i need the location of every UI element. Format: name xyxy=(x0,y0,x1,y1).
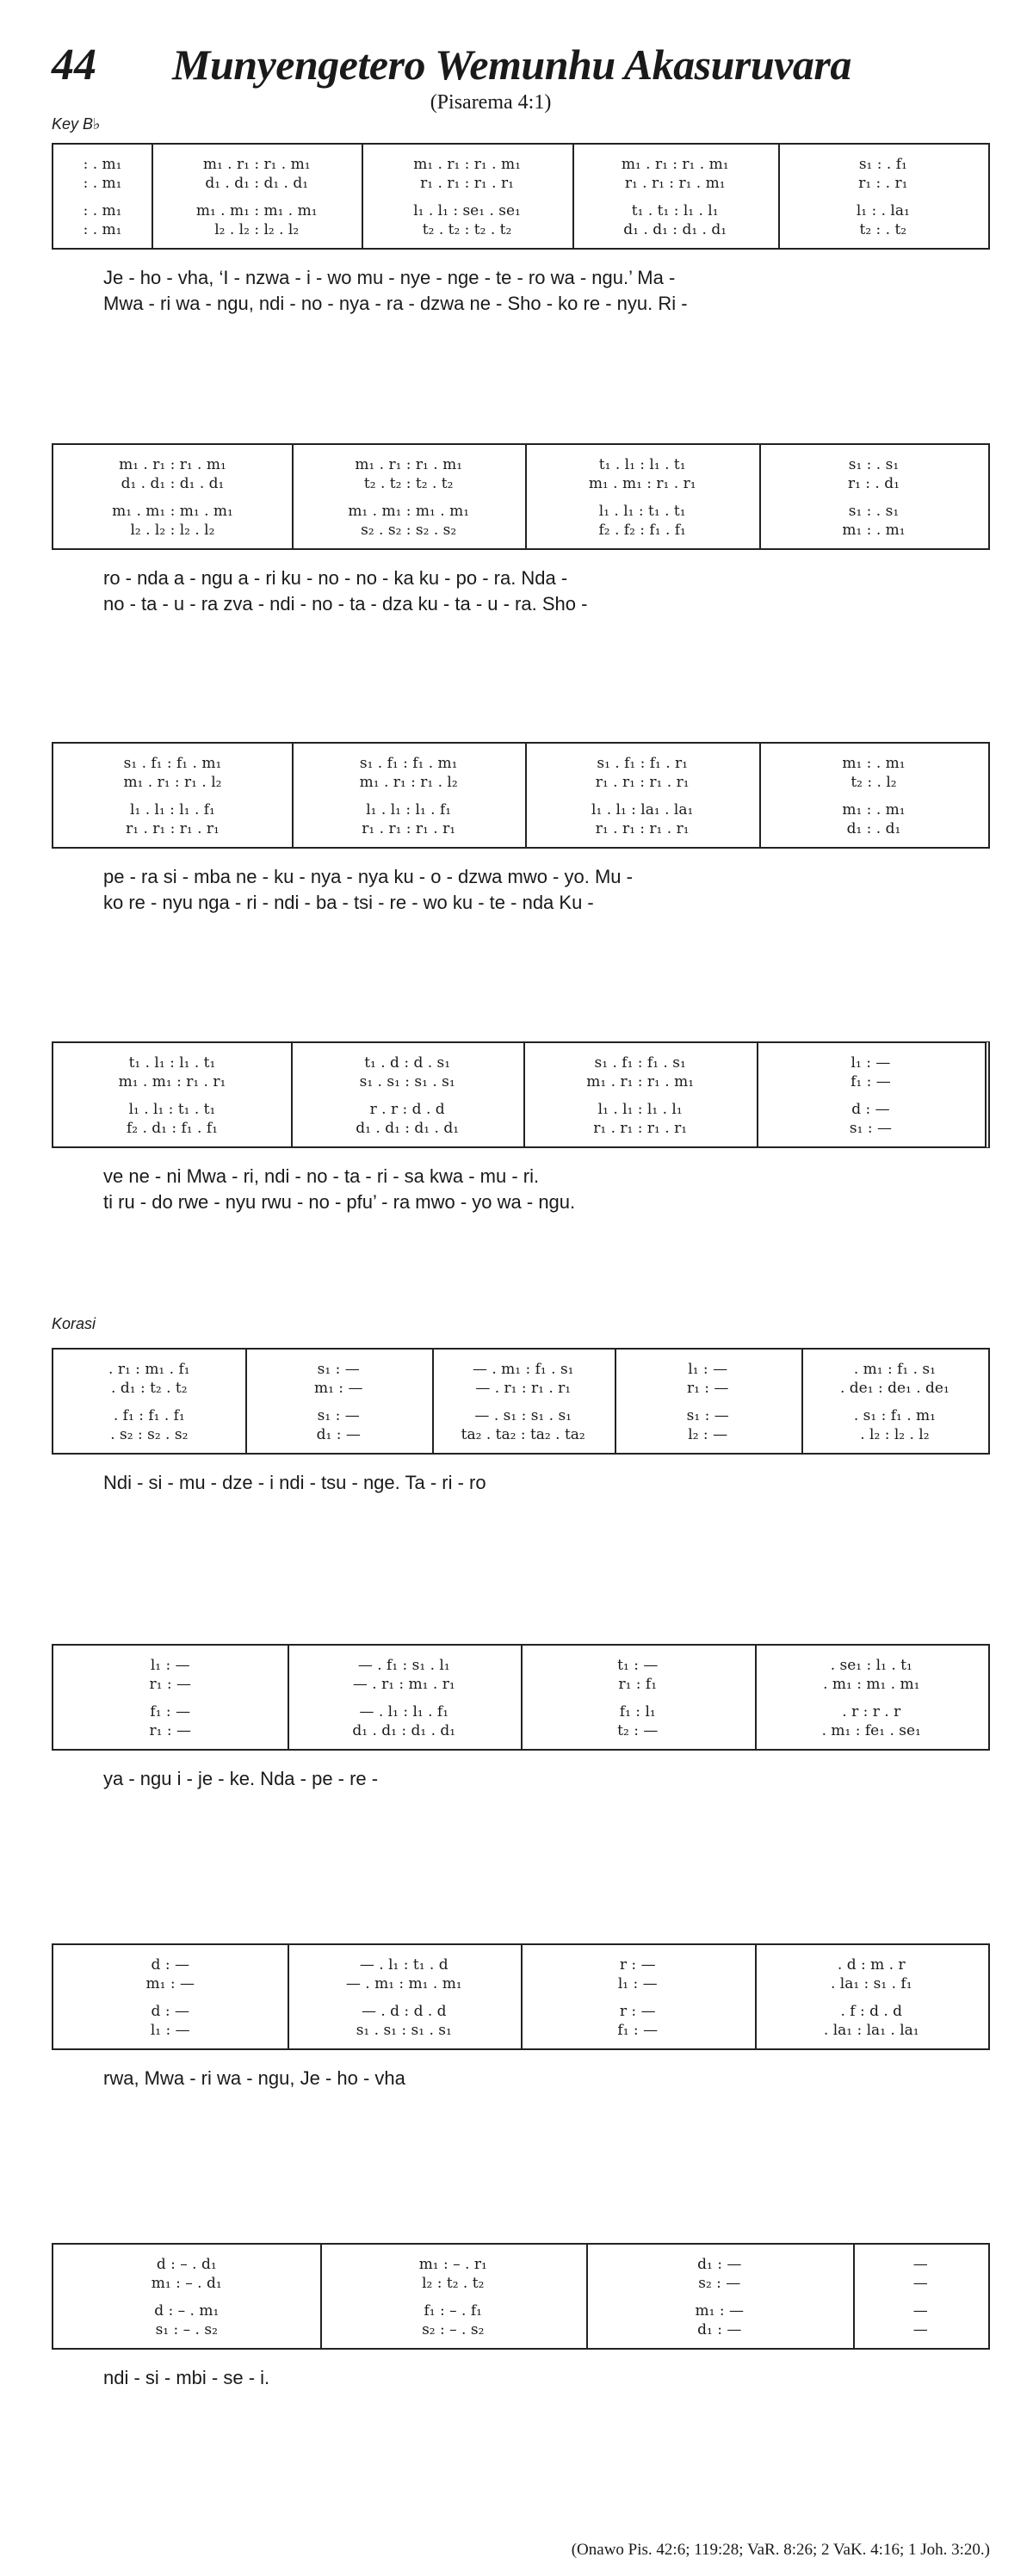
voice-row: l₂ : — xyxy=(688,1426,728,1443)
voice-row: m₁ : . m₁ xyxy=(842,522,906,539)
measure xyxy=(586,2245,853,2348)
voice-row: f₁ : l₁ xyxy=(619,1703,656,1720)
voice-row: s₁ : — xyxy=(317,1361,360,1378)
voice-row: d : – . m₁ xyxy=(154,2302,220,2320)
voice-row: m₁ . m₁ : r₁ . r₁ xyxy=(588,475,696,492)
voice-row: l₂ . l₂ : l₂ . l₂ xyxy=(130,522,215,539)
voice-row: s₂ : — xyxy=(698,2275,741,2292)
measure xyxy=(320,2245,587,2348)
voice-row: l₁ : . la₁ xyxy=(856,202,910,219)
voice-row: m₁ . r₁ : r₁ . l₂ xyxy=(359,774,458,791)
lyric-line: ko re - nyu nga - ri - ndi - ba - tsi - re - wo ku - te - nda Ku - xyxy=(103,892,594,913)
lyric-line: Mwa - ri wa - ngu, ndi - no - nya - ra - dzwa ne - Sho - ko re - nyu. Ri - xyxy=(103,293,688,314)
measure xyxy=(801,1350,988,1453)
key-signature-label: Key B♭ xyxy=(52,115,101,133)
lyric-line: Je - ho - vha, ‘I - nzwa - i - wo mu - nye - nge - te - ro wa - ngu.’ Ma - xyxy=(103,267,676,288)
voice-row: t₂ : — xyxy=(617,1722,659,1739)
voice-row: f₁ : — xyxy=(150,1703,191,1720)
voice-row: . de₁ : de₁ . de₁ xyxy=(839,1380,949,1397)
voice-row: r₁ : — xyxy=(686,1380,729,1397)
voice-row: : . m₁ xyxy=(83,221,122,238)
voice-row: t₂ : . l₂ xyxy=(851,774,897,791)
music-system-7 xyxy=(52,1943,990,2091)
voice-row: f₁ : — xyxy=(851,1073,891,1090)
voice-row: — . r₁ : m₁ . r₁ xyxy=(352,1676,455,1693)
solfa-staff xyxy=(52,1348,990,1455)
voice-row: . d₁ : t₂ . t₂ xyxy=(111,1380,188,1397)
music-system-4 xyxy=(52,1041,990,1215)
voice-row: — . s₁ : s₁ . s₁ xyxy=(474,1407,572,1424)
voice-row: t₂ . t₂ : t₂ . t₂ xyxy=(363,475,454,492)
lyric-line: rwa, Mwa - ri wa - ngu, Je - ho - vha xyxy=(103,2067,405,2089)
music-system-2 xyxy=(52,443,990,617)
solfa-staff xyxy=(52,2243,990,2350)
lyric-line: ve ne - ni Mwa - ri, ndi - no - ta - ri - sa kwa - mu - ri. xyxy=(103,1165,540,1187)
voice-row: f₂ . d₁ : f₁ . f₁ xyxy=(126,1120,218,1137)
voice-row: : . m₁ xyxy=(83,202,122,219)
voice-row: d₁ : — xyxy=(697,2256,742,2273)
song-title: Munyengetero Wemunhu Akasuruvara xyxy=(172,40,851,89)
lyrics-block xyxy=(52,864,990,916)
voice-row: l₁ . l₁ : se₁ . se₁ xyxy=(413,202,521,219)
voice-row: ta₂ . ta₂ : ta₂ . ta₂ xyxy=(461,1426,585,1443)
lyric-line: ro - nda a - ngu a - ri ku - no - no - ka ku - po - ra. Nda - xyxy=(103,567,568,589)
voice-row: m₁ : – . d₁ xyxy=(151,2275,222,2292)
lyrics-block xyxy=(52,265,990,317)
voice-row: l₁ : — xyxy=(150,2022,190,2039)
voice-row: . d : m . r xyxy=(837,1956,906,1974)
solfa-staff xyxy=(52,143,990,250)
solfa-staff xyxy=(52,443,990,550)
voice-row: r₁ . r₁ : r₁ . r₁ xyxy=(593,1120,688,1137)
voice-row: r₁ . r₁ : r₁ . r₁ xyxy=(595,774,690,791)
chorus-label: Korasi xyxy=(52,1315,96,1332)
measure xyxy=(755,1646,989,1749)
voice-row: t₁ . d : d . s₁ xyxy=(364,1054,451,1072)
measure xyxy=(245,1350,432,1453)
voice-row: r₁ : . d₁ xyxy=(847,475,900,492)
voice-row: t₁ : — xyxy=(617,1657,659,1674)
lyric-line: ndi - si - mbi - se - i. xyxy=(103,2367,270,2388)
voice-row: s₁ . s₁ : s₁ . s₁ xyxy=(359,1073,455,1090)
voice-row: t₂ : . t₂ xyxy=(859,221,907,238)
music-system-3 xyxy=(52,742,990,916)
voice-row: r₁ . r₁ : r₁ . r₁ xyxy=(126,820,220,837)
lyrics-block xyxy=(52,2066,990,2091)
voice-row: s₁ : . s₁ xyxy=(848,503,900,520)
measure xyxy=(525,744,759,847)
measure xyxy=(53,145,152,248)
lyric-line: no - ta - u - ra zva - ndi - no - ta - dza ku - ta - u - ra. Sho - xyxy=(103,593,588,615)
voice-row: s₁ . f₁ : f₁ . m₁ xyxy=(123,755,222,772)
measure xyxy=(759,445,988,548)
measure xyxy=(53,445,292,548)
voice-row: t₂ . t₂ : t₂ . t₂ xyxy=(422,221,512,238)
voice-row: r₁ . r₁ : r₁ . r₁ xyxy=(595,820,690,837)
voice-row: d₁ . d₁ : d₁ . d₁ xyxy=(356,1120,460,1137)
lyrics-block xyxy=(52,2365,990,2391)
voice-row: r₁ : f₁ xyxy=(618,1676,658,1693)
voice-row: l₁ : — xyxy=(617,1975,658,1992)
voice-row: f₁ : – . f₁ xyxy=(424,2302,482,2320)
measure xyxy=(53,744,292,847)
voice-row: r₁ : . r₁ xyxy=(858,175,908,192)
music-system-8 xyxy=(52,2243,990,2391)
voice-row: t₁ . l₁ : l₁ . t₁ xyxy=(598,456,686,473)
measure xyxy=(53,2245,320,2348)
voice-row: d : — xyxy=(151,2003,189,2020)
measure xyxy=(53,1646,288,1749)
voice-row: . s₂ : s₂ . s₂ xyxy=(110,1426,189,1443)
voice-row: d₁ . d₁ : d₁ . d₁ xyxy=(121,475,225,492)
voice-row: s₁ : . s₁ xyxy=(848,456,900,473)
voice-row: t₁ . t₁ : l₁ . l₁ xyxy=(631,202,719,219)
measure xyxy=(853,2245,988,2348)
measure xyxy=(53,1350,245,1453)
voice-row: l₁ . l₁ : l₁ . l₁ xyxy=(597,1101,683,1118)
voice-row: d₁ : — xyxy=(697,2321,742,2338)
voice-row: r₁ . r₁ : r₁ . r₁ xyxy=(420,175,514,192)
voice-row: d : — xyxy=(151,1956,189,1974)
voice-row: m₁ : . m₁ xyxy=(842,755,906,772)
measure xyxy=(523,1043,757,1146)
lyric-line: ti ru - do rwe - nyu rwu - no - pfu’ - ra mwo - yo wa - ngu. xyxy=(103,1191,576,1213)
lyric-line: pe - ra si - mba ne - ku - nya - nya ku - o - dzwa mwo - yo. Mu - xyxy=(103,866,633,887)
voice-row: — . d : d . d xyxy=(361,2003,447,2020)
voice-row: l₁ : — xyxy=(851,1054,891,1072)
voice-row: m₁ : — xyxy=(695,2302,744,2320)
measure xyxy=(521,1646,755,1749)
voice-row: f₂ . f₂ : f₁ . f₁ xyxy=(598,522,686,539)
solfa-staff xyxy=(52,1943,990,2050)
measure xyxy=(362,145,572,248)
solfa-staff xyxy=(52,742,990,849)
voice-row: f₁ : — xyxy=(617,2022,659,2039)
voice-row: d₁ . d₁ : d₁ . d₁ xyxy=(205,175,309,192)
voice-row: m₁ . r₁ : r₁ . m₁ xyxy=(586,1073,695,1090)
measure xyxy=(525,445,759,548)
voice-row: m₁ . m₁ : m₁ . m₁ xyxy=(112,503,233,520)
voice-row: d₁ : . d₁ xyxy=(846,820,901,837)
voice-row: m₁ . r₁ : r₁ . m₁ xyxy=(355,456,463,473)
measure xyxy=(53,1043,291,1146)
voice-row: l₁ . l₁ : l₁ . f₁ xyxy=(130,801,215,819)
voice-row: m₁ . r₁ : r₁ . m₁ xyxy=(621,156,729,173)
voice-row: r . r : d . d xyxy=(369,1101,445,1118)
measure xyxy=(615,1350,801,1453)
voice-row: d₁ . d₁ : d₁ . d₁ xyxy=(623,221,727,238)
voice-row: m₁ . m₁ : m₁ . m₁ xyxy=(348,503,470,520)
voice-row: — . r₁ : r₁ . r₁ xyxy=(475,1380,572,1397)
voice-row: s₁ : — xyxy=(849,1120,892,1137)
voice-row: m₁ : – . r₁ xyxy=(418,2256,487,2273)
song-header xyxy=(52,40,990,126)
voice-row: t₁ . l₁ : l₁ . t₁ xyxy=(128,1054,216,1072)
lyrics-block xyxy=(52,1470,990,1496)
voice-row: r₁ : — xyxy=(149,1722,191,1739)
measure xyxy=(572,145,778,248)
voice-row: m₁ . r₁ : r₁ . m₁ xyxy=(119,456,226,473)
voice-row: m₁ . r₁ : r₁ . l₂ xyxy=(123,774,222,791)
voice-row: s₁ . s₁ : s₁ . s₁ xyxy=(356,2022,452,2039)
measure xyxy=(288,1646,522,1749)
voice-row: . s₁ : f₁ . m₁ xyxy=(853,1407,936,1424)
voice-row: r₁ . r₁ : r₁ . m₁ xyxy=(624,175,726,192)
voice-row: — xyxy=(912,2275,928,2292)
voice-row: d₁ : — xyxy=(316,1426,361,1443)
voice-row: d : — xyxy=(851,1101,890,1118)
measure xyxy=(778,145,988,248)
voice-row: : . m₁ xyxy=(83,156,122,173)
voice-row: l₂ . l₂ : l₂ . l₂ xyxy=(214,221,300,238)
measure xyxy=(759,744,988,847)
lyrics-block xyxy=(52,1766,990,1792)
voice-row: — . l₁ : t₁ . d xyxy=(359,1956,448,1974)
voice-row: l₂ : t₂ . t₂ xyxy=(422,2275,485,2292)
lyrics-block xyxy=(52,565,990,617)
voice-row: s₁ . f₁ : f₁ . r₁ xyxy=(597,755,688,772)
voice-row: m₁ : — xyxy=(145,1975,195,1992)
voice-row: r : — xyxy=(619,1956,656,1974)
voice-row: s₁ : — xyxy=(317,1407,360,1424)
voice-row: l₁ . l₁ : t₁ . t₁ xyxy=(598,503,686,520)
voice-row: l₁ . l₁ : la₁ . la₁ xyxy=(591,801,694,819)
voice-row: d₁ . d₁ : d₁ . d₁ xyxy=(352,1722,456,1739)
voice-row: l₁ . l₁ : t₁ . t₁ xyxy=(128,1101,216,1118)
voice-row: l₁ : — xyxy=(688,1361,728,1378)
voice-row: — xyxy=(912,2256,928,2273)
voice-row: . la₁ : s₁ . f₁ xyxy=(830,1975,912,1992)
lyric-line: Ndi - si - mu - dze - i ndi - tsu - nge. Ta - ri - ro xyxy=(103,1472,486,1493)
voice-row: m₁ . m₁ : m₁ . m₁ xyxy=(195,202,318,219)
voice-row: l₁ . l₁ : l₁ . f₁ xyxy=(366,801,452,819)
voice-row: m₁ : — xyxy=(313,1380,363,1397)
voice-row: . se₁ : l₁ . t₁ xyxy=(830,1657,912,1674)
measure xyxy=(288,1945,522,2048)
voice-row: m₁ . r₁ : r₁ . m₁ xyxy=(202,156,311,173)
voice-row: l₁ : — xyxy=(150,1657,190,1674)
measure xyxy=(755,1945,989,2048)
voice-row: s₁ . f₁ : f₁ . m₁ xyxy=(359,755,458,772)
voice-row: . f₁ : f₁ . f₁ xyxy=(113,1407,185,1424)
music-system-1 xyxy=(52,143,990,317)
song-scripture-reference: (Pisarema 4:1) xyxy=(430,91,552,114)
measure xyxy=(292,445,526,548)
voice-row: m₁ : . m₁ xyxy=(842,801,906,819)
voice-row: — xyxy=(912,2321,928,2338)
measure xyxy=(292,744,526,847)
voice-row: : . m₁ xyxy=(83,175,122,192)
voice-row: . m₁ : fe₁ . se₁ xyxy=(821,1722,921,1739)
measure xyxy=(521,1945,755,2048)
music-system-6 xyxy=(52,1644,990,1792)
voice-row: . r₁ : m₁ . f₁ xyxy=(108,1361,190,1378)
voice-row: s₂ : – . s₂ xyxy=(422,2321,485,2338)
voice-row: s₁ . f₁ : f₁ . s₁ xyxy=(594,1054,686,1072)
voice-row: m₁ . r₁ : r₁ . m₁ xyxy=(413,156,521,173)
voice-row: — . m₁ : f₁ . s₁ xyxy=(472,1361,574,1378)
voice-row: s₁ : . f₁ xyxy=(858,156,907,173)
lyrics-block xyxy=(52,1164,990,1215)
voice-row: — xyxy=(912,2302,928,2320)
voice-row: s₂ . s₂ : s₂ . s₂ xyxy=(361,522,457,539)
voice-row: r₁ . r₁ : r₁ . r₁ xyxy=(362,820,456,837)
voice-row: . la₁ : la₁ . la₁ xyxy=(823,2022,919,2039)
voice-row: . f : d . d xyxy=(840,2003,903,2020)
voice-row: . m₁ : f₁ . s₁ xyxy=(853,1361,936,1378)
song-number: 44 xyxy=(52,40,96,90)
voice-row: . l₂ : l₂ . l₂ xyxy=(860,1426,930,1443)
voice-row: — . f₁ : s₁ . l₁ xyxy=(357,1657,450,1674)
measure xyxy=(152,145,362,248)
voice-row: — . m₁ : m₁ . m₁ xyxy=(345,1975,462,1992)
voice-row: r₁ : — xyxy=(149,1676,191,1693)
voice-row: m₁ . m₁ : r₁ . r₁ xyxy=(118,1073,226,1090)
solfa-staff xyxy=(52,1041,990,1148)
music-system-5 xyxy=(52,1348,990,1496)
solfa-staff xyxy=(52,1644,990,1751)
measure xyxy=(432,1350,615,1453)
voice-row: s₁ : – . s₂ xyxy=(155,2321,218,2338)
lyric-line: ya - ngu i - je - ke. Nda - pe - re - xyxy=(103,1768,379,1789)
voice-row: — . l₁ : l₁ . f₁ xyxy=(359,1703,449,1720)
voice-row: r : — xyxy=(619,2003,656,2020)
voice-row: . m₁ : m₁ . m₁ xyxy=(823,1676,920,1693)
voice-row: d : – . d₁ xyxy=(156,2256,217,2273)
measure xyxy=(757,1043,985,1146)
measure xyxy=(53,1945,288,2048)
voice-row: . r : r . r xyxy=(842,1703,901,1720)
footer-references: (Onawo Pis. 42:6; 119:28; VaR. 8:26; 2 VaK. 4:16; 1 Joh. 3:20.) xyxy=(571,2541,990,2559)
voice-row: s₁ : — xyxy=(686,1407,729,1424)
measure xyxy=(291,1043,524,1146)
